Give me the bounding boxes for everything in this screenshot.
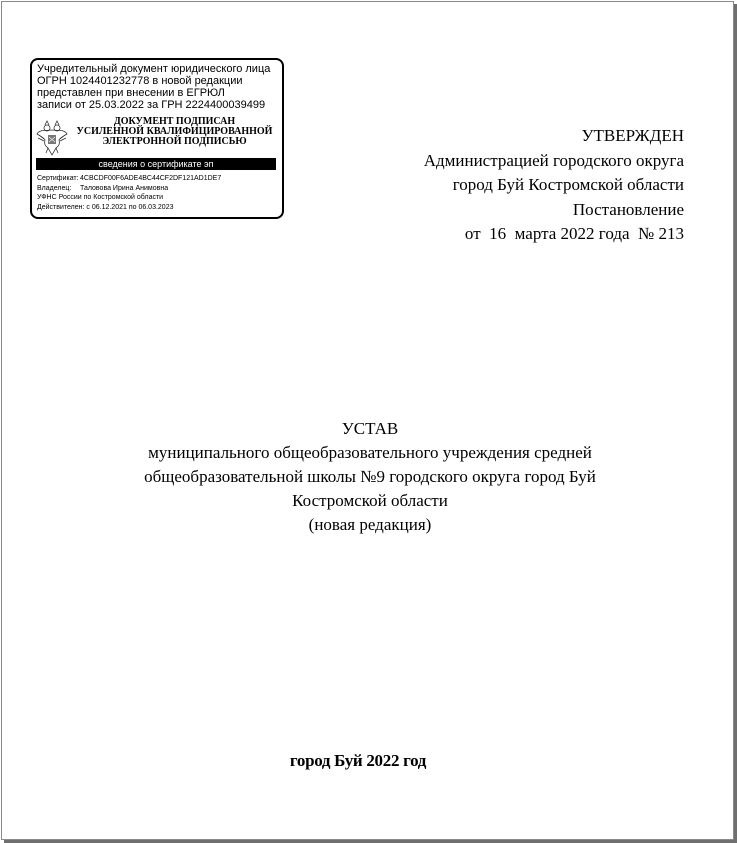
approval-heading: УТВЕРЖДЕН bbox=[581, 126, 684, 145]
approval-authority: Администрацией городского округа bbox=[423, 150, 684, 170]
certificate-row bbox=[37, 174, 279, 184]
charter-title: УСТАВ bbox=[341, 419, 399, 438]
signature-title-line-2: УСИЛЕННОЙ КВАЛИФИЦИРОВАННОЙ bbox=[76, 126, 273, 137]
registration-note bbox=[37, 63, 280, 111]
owner-value: Таловова Ирина Анимовна bbox=[80, 184, 169, 192]
registration-line-2: ОГРН 1024401232778 в новой редакции bbox=[37, 75, 243, 87]
owner-row bbox=[37, 184, 279, 194]
issuer-row: УФНС России по Костромской области bbox=[37, 194, 164, 201]
approval-authority-region: город Буй Костромской области bbox=[452, 175, 684, 195]
approval-date-number: от 16 марта 2022 года № 213 bbox=[464, 224, 684, 244]
signature-title-line-3: ЭЛЕКТРОННОЙ ПОДПИСЬЮ bbox=[102, 136, 247, 147]
owner-label: Владелец: bbox=[37, 184, 72, 192]
certificate-value: 4CBCDF00F6ADE4BC44CF2DF121AD1DE7 bbox=[80, 175, 222, 182]
charter-line-3: Костромской области bbox=[292, 491, 448, 510]
charter-line-2: общеобразовательной школы №9 городского округа город Буй bbox=[144, 467, 596, 486]
registration-line-4: записи от 25.03.2022 за ГРН 2224400039499 bbox=[37, 99, 266, 111]
registration-line-1: Учредительный документ юридического лица bbox=[37, 63, 271, 75]
city-year: город Буй 2022 год bbox=[289, 751, 427, 770]
coat-of-arms-icon bbox=[36, 119, 68, 157]
registration-line-3: представлен при внесении в ЕГРЮЛ bbox=[37, 87, 225, 99]
charter-line-1: муниципального общеобразовательного учреждения средней bbox=[148, 443, 592, 462]
electronic-signature-stamp bbox=[30, 58, 284, 219]
charter-line-4: (новая редакция) bbox=[308, 515, 432, 534]
approval-block bbox=[364, 124, 684, 247]
charter-title-block bbox=[100, 417, 640, 537]
certificate-info-bar: сведения о сертификате эп bbox=[36, 158, 276, 170]
signature-title bbox=[72, 117, 277, 147]
approval-resolution: Постановление bbox=[572, 199, 684, 219]
certificate-label: Сертификат: bbox=[37, 175, 79, 182]
signature-title-line-1: ДОКУМЕНТ ПОДПИСАН bbox=[113, 116, 236, 127]
certificate-details bbox=[37, 174, 279, 212]
validity-row: Действителен: с 06.12.2021 по 06.03.2023 bbox=[37, 203, 174, 211]
